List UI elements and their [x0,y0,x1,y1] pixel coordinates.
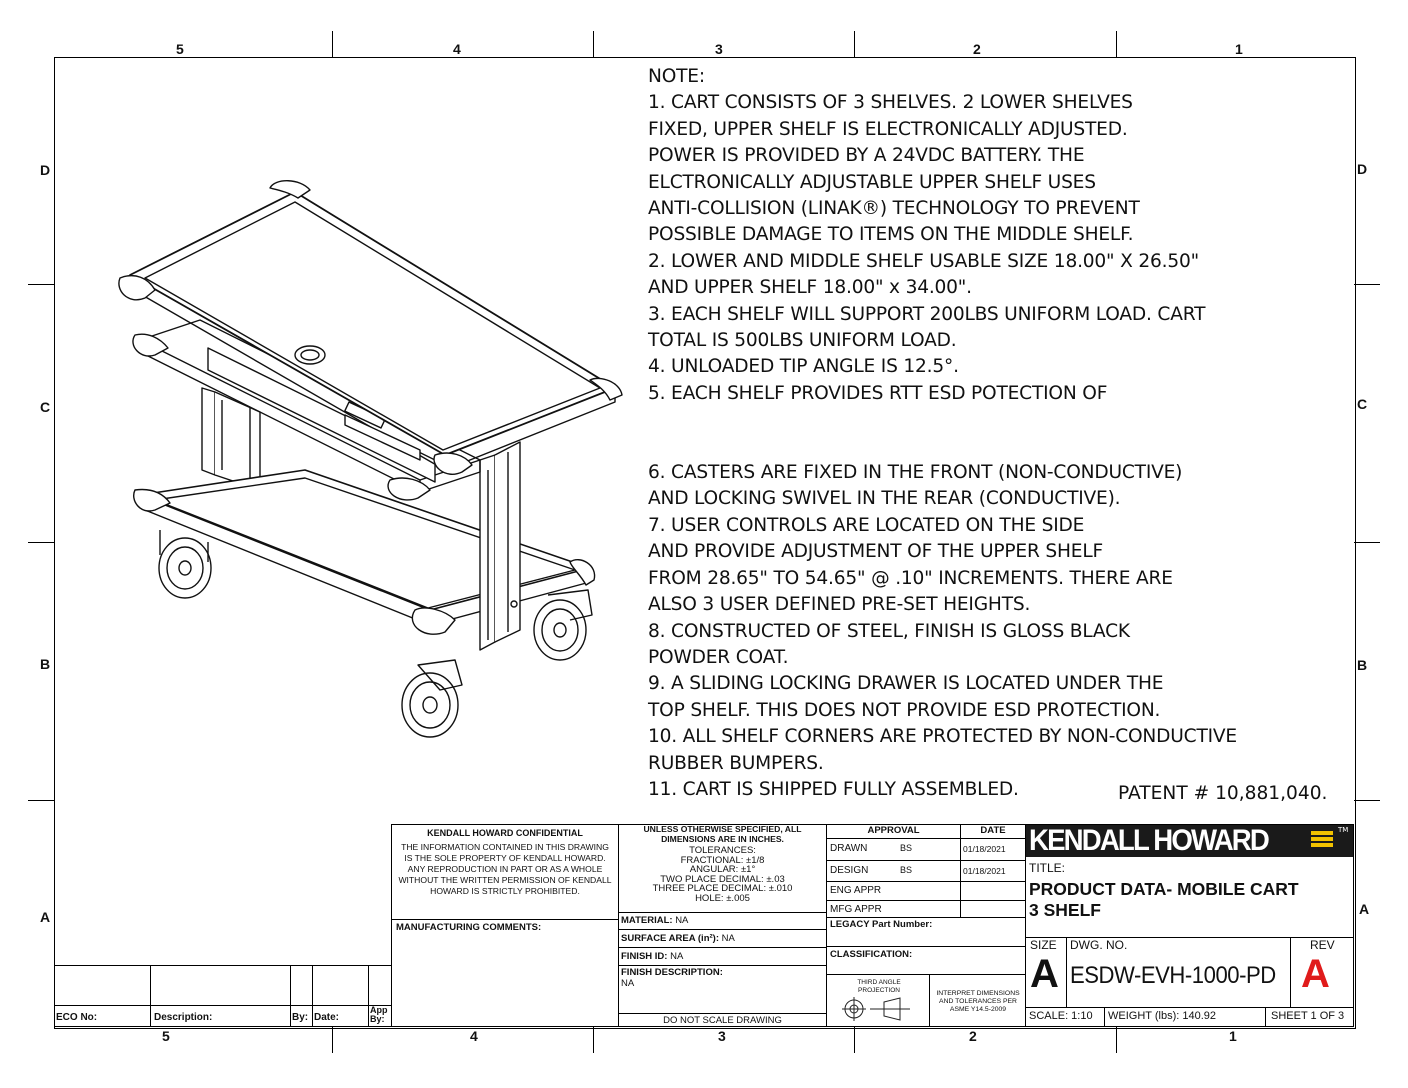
divider [618,1013,827,1014]
divider [618,965,827,966]
drawn-initials: BS [900,843,913,853]
zone-left-d: D [40,162,51,178]
zone-right-b: B [1357,657,1368,673]
divider [54,1005,391,1006]
caster-front-right [402,660,462,737]
note-line: 4. UNLOADED TIP ANGLE IS 12.5°. [648,356,959,378]
cart-isometric-drawing [100,170,640,750]
app-by-label: App By: [370,1005,388,1024]
zone-tick [1354,284,1380,285]
tolerance-line: HOLE: ±.005 [695,892,750,904]
divider [826,946,1026,947]
note-line: NOTE: [648,66,705,87]
note-line: TOTAL IS 500LBS UNIFORM LOAD. [648,330,957,352]
surface-area-value: NA [721,933,735,944]
tolerances-heading: UNLESS OTHERWISE SPECIFIED, ALL DIMENSIONS ARE IN INCHES. [643,824,802,844]
approval-heading: APPROVAL [867,825,920,836]
zone-top-4: 4 [453,41,461,57]
zone-top-3: 3 [715,41,723,57]
divider [618,912,827,913]
finish-id-label: FINISH ID: [621,951,668,962]
note-line: RUBBER BUMPERS. [648,752,824,774]
note-line: POWER IS PROVIDED BY A 24VDC BATTERY. THE [648,145,1085,167]
note-line: POWDER COAT. [648,646,789,668]
zone-tick [854,31,855,57]
design-role: DESIGN [830,865,869,876]
divider [150,965,151,1027]
tolerance-line: ANGULAR: ±1° [689,864,756,876]
zone-tick [593,31,594,57]
drawing-title-line1: PRODUCT DATA- MOBILE CART [1029,879,1299,899]
zone-left-c: C [40,399,51,415]
divider [826,881,1026,882]
zone-tick [1116,1027,1117,1053]
note-line: AND UPPER SHELF 18.00" x 34.00". [648,277,972,299]
interpret-dimensions-note: INTERPRET DIMENSIONS AND TOLERANCES PER ASME Y14.5-2009 [936,990,1020,1013]
note-line: AND PROVIDE ADJUSTMENT OF THE UPPER SHELF [648,541,1103,563]
zone-top-5: 5 [176,41,184,57]
third-angle-projection-icon [842,996,912,1022]
divider [618,947,827,948]
zone-tick [1116,31,1117,57]
zone-tick [1354,800,1380,801]
tolerances-list [620,846,825,904]
divider [618,929,827,930]
note-line: 9. A SLIDING LOCKING DRAWER IS LOCATED UNDER THE [648,673,1164,695]
divider [312,965,313,1027]
dwg-no-value: ESDW-EVH-1000-PD [1070,962,1276,989]
finish-id-row [621,951,683,962]
material-value: NA [675,915,689,926]
note-line: 7. USER CONTROLS ARE LOCATED ON THE SIDE [648,514,1085,536]
tolerance-line: FRACTIONAL: ±1/8 [680,854,765,866]
zone-bottom-5: 5 [162,1028,170,1044]
date-label: Date: [314,1012,340,1023]
zone-left-a: A [40,909,51,925]
eng-appr-role: ENG APPR [830,885,882,896]
do-not-scale-label: DO NOT SCALE DRAWING [663,1015,782,1026]
patent-number: PATENT # 10,881,040. [1118,783,1328,804]
divider [929,974,930,1027]
design-initials: BS [900,865,913,875]
tolerance-line: TWO PLACE DECIMAL: ±.03 [660,873,785,885]
note-line: 1. CART CONSISTS OF 3 SHELVES. 2 LOWER SHELVES [648,92,1133,114]
surface-area-row [621,933,735,944]
note-line: ALSO 3 USER DEFINED PRE-SET HEIGHTS. [648,594,1031,616]
finish-id-value: NA [670,951,684,962]
eco-no-label: ECO No: [56,1012,98,1023]
zone-bottom-2: 2 [969,1028,977,1044]
zone-top-1: 1 [1235,41,1243,57]
confidential-body: THE INFORMATION CONTAINED IN THIS DRAWING IS THE SOLE PROPERTY OF KENDALL HOWARD. ANY REPRODUCTION IN PART OR AS A WHOLE WITHOUT THE WRITTEN PERMISSION OF KENDALL HOWARD IS STRICTLY PROHIBITED. [398,842,612,896]
material-row [621,915,688,926]
zone-right-a: A [1359,901,1370,917]
tolerance-line: THREE PLACE DECIMAL: ±.010 [652,883,793,895]
zone-right-d: D [1357,161,1368,177]
zone-tick [593,1027,594,1053]
material-label: MATERIAL: [621,915,673,926]
company-logo [1026,825,1353,857]
size-value: A [1030,952,1059,996]
note-line: TOP SHELF. THIS DOES NOT PROVIDE ESD PROTECTION. [648,699,1161,721]
drawn-role: DRAWN [830,843,868,854]
zone-tick [28,284,54,285]
zone-tick [1354,542,1380,543]
note-line: 8. CONSTRUCTED OF STEEL, FINISH IS GLOSS BLACK [648,620,1130,642]
zone-bottom-4: 4 [470,1028,478,1044]
date-heading: DATE [980,825,1006,836]
note-line: FROM 28.65" TO 54.65" @ .10" INCREMENTS. THERE ARE [648,567,1173,589]
divider [826,860,1026,861]
divider [290,965,291,1027]
sheet-label: SHEET 1 OF 3 [1271,1010,1345,1022]
divider [391,919,619,920]
divider [826,917,1026,918]
note-line [648,407,1328,433]
zone-bottom-3: 3 [718,1028,726,1044]
note-line: 6. CASTERS ARE FIXED IN THE FRONT (NON-CONDUCTIVE) [648,462,1183,484]
logo-stripes-icon [1311,831,1333,851]
scale-label: SCALE: 1:10 [1029,1010,1093,1022]
divider [1290,937,1291,1007]
mfg-appr-role: MFG APPR [830,904,882,915]
size-label: SIZE [1030,938,1057,952]
by-label: By: [292,1012,309,1023]
title-label: TITLE: [1029,861,1066,875]
third-angle-projection-label: THIRD ANGLE PROJECTION [857,979,901,994]
note-line: 10. ALL SHELF CORNERS ARE PROTECTED BY NON-CONDUCTIVE [648,726,1237,748]
surface-area-label: SURFACE AREA (in²): [621,933,719,944]
divider [826,838,1026,839]
trademark-label: TM [1338,826,1349,834]
zone-tick [28,542,54,543]
front-column [480,442,520,650]
zone-top-2: 2 [973,41,981,57]
drawing-title-line2: 3 SHELF [1029,900,1101,920]
zone-tick [854,1027,855,1053]
zone-tick [28,800,54,801]
confidential-heading: KENDALL HOWARD CONFIDENTIAL [427,828,583,838]
note-line: 2. LOWER AND MIDDLE SHELF USABLE SIZE 18.00" X 26.50" [648,250,1199,272]
zone-bottom-1: 1 [1229,1028,1237,1044]
revision-block [54,965,391,1027]
tolerance-line: TOLERANCES: [689,845,756,856]
note-line: 5. EACH SHELF PROVIDES RTT ESD POTECTION OF [648,382,1108,404]
note-line: 3. EACH SHELF WILL SUPPORT 200LBS UNIFORM LOAD. CART [648,303,1206,325]
zone-right-c: C [1357,396,1368,412]
divider [826,974,1026,975]
note-line [648,434,1328,460]
finish-description-value: NA [621,978,635,989]
legacy-part-number-label: LEGACY Part Number: [830,919,933,930]
note-line: ANTI-COLLISION (LINAK®) TECHNOLOGY TO PREVENT [648,198,1140,220]
note-line: 11. CART IS SHIPPED FULLY ASSEMBLED. [648,778,1019,800]
caster-rear-right [534,590,592,660]
note-line: POSSIBLE DAMAGE TO ITEMS ON THE MIDDLE SHELF. [648,224,1134,246]
rev-value: A [1301,952,1330,996]
note-line: FIXED, UPPER SHELF IS ELECTRONICALLY ADJUSTED. [648,118,1128,140]
zone-tick [332,31,333,57]
divider [1104,1007,1105,1027]
divider [368,965,369,1027]
finish-description-label: FINISH DESCRIPTION: [621,967,723,978]
rear-post [202,388,260,490]
divider [1265,1007,1266,1027]
note-line: ELCTRONICALLY ADJUSTABLE UPPER SHELF USES [648,171,1096,193]
divider [1066,937,1067,1007]
zone-left-b: B [40,656,51,672]
manufacturing-comments-label: MANUFACTURING COMMENTS: [396,922,542,933]
company-name: KENDALL HOWARD [1029,824,1268,857]
caster-front-left [159,530,211,598]
divider [826,900,1026,901]
design-date: 01/18/2021 [963,866,1006,876]
drawn-date: 01/18/2021 [963,844,1006,854]
description-label: Description: [154,1012,213,1023]
classification-label: CLASSIFICATION: [830,949,913,960]
dwg-no-label: DWG. NO. [1070,938,1128,952]
zone-tick [332,1027,333,1053]
rev-label: REV [1310,938,1335,952]
weight-label: WEIGHT (lbs): 140.92 [1108,1010,1216,1022]
note-line: AND LOCKING SWIVEL IN THE REAR (CONDUCTIVE). [648,488,1121,510]
notes-block [648,64,1328,803]
divider [1025,1007,1354,1008]
